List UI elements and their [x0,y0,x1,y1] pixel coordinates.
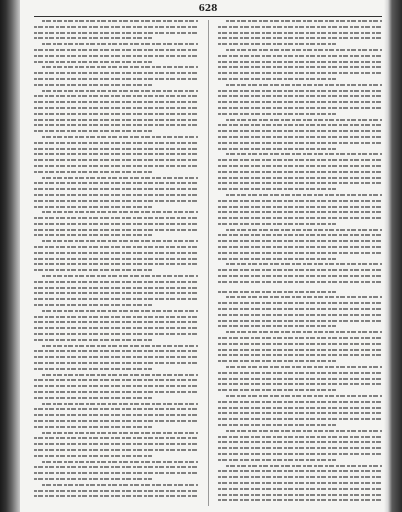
text-line [218,441,382,443]
text-line [34,194,198,196]
text-line [42,177,198,179]
text-line [218,246,382,248]
text-line [42,432,198,434]
text-line [218,343,382,345]
text-line [34,55,198,57]
text-line [218,412,382,414]
text-line [34,356,198,358]
text-line [34,171,152,173]
text-line [34,95,198,97]
text-line [34,414,198,416]
text-line [226,296,382,298]
text-line [42,403,198,405]
text-line [218,142,382,144]
text-line [218,436,382,438]
text-line [218,159,382,161]
text-line [42,20,198,22]
text-line [34,391,198,393]
text-line [34,263,198,265]
text-line [218,401,382,403]
text-line [218,383,382,385]
text-line [34,298,198,300]
text-line [34,32,198,34]
text-line [226,366,382,368]
text-line [42,240,198,242]
text-line [218,424,336,426]
text-line [34,200,198,202]
text-line [218,337,382,339]
text-line [218,148,336,150]
text-line [34,84,152,86]
text-line [218,325,336,327]
text-line [218,182,382,184]
text-line [226,395,382,397]
text-line [34,316,198,318]
text-line [218,55,382,57]
text-line [34,368,152,370]
text-line [218,61,382,63]
text-line [34,292,198,294]
text-line [34,327,198,329]
text-line [34,426,152,428]
text-line [218,308,382,310]
text-line [218,234,382,236]
text-line [218,66,382,68]
text-line [218,360,336,362]
text-line [218,95,382,97]
text-line [218,130,382,132]
text-line [34,246,198,248]
text-line [218,165,382,167]
text-line [34,455,152,457]
text-line [218,482,382,484]
text-line [218,302,382,304]
text-line [226,430,382,432]
text-line [34,437,198,439]
text-line [218,78,336,80]
text-line [42,136,198,138]
text-line [42,211,198,213]
page-edge-shadow [384,0,402,512]
text-line [42,66,198,68]
text-line [34,113,198,115]
text-line [34,101,198,103]
text-line [34,119,198,121]
text-line [218,499,382,501]
header-rule [34,16,382,17]
text-line [218,349,382,351]
text-line [218,269,382,271]
text-line [42,461,198,463]
text-line [34,72,198,74]
text-line [34,252,198,254]
text-line [34,165,198,167]
text-line [218,372,382,374]
text-line [34,217,198,219]
column-divider [208,20,209,506]
text-line [218,378,382,380]
text-line [218,476,382,478]
text-line [218,72,382,74]
text-line [34,26,198,28]
book-gutter-shadow [0,0,20,512]
text-line [226,229,382,231]
text-line [34,281,198,283]
text-line [218,389,336,391]
text-line [218,107,382,109]
text-line [34,229,198,231]
text-line [218,258,336,260]
text-line [34,397,152,399]
text-line [218,37,382,39]
text-line [34,333,198,335]
text-line [226,119,382,121]
text-line [34,78,198,80]
text-line [218,188,336,190]
text-line [42,43,198,45]
text-line [34,321,198,323]
text-line [34,304,152,306]
text-line [218,90,382,92]
text-line [226,263,382,265]
text-line [218,32,382,34]
text-line [42,275,198,277]
text-line [218,206,382,208]
text-line [34,385,198,387]
text-line [42,345,198,347]
text-line [34,449,198,451]
text-line [42,90,198,92]
text-line [218,354,382,356]
text-line [34,188,198,190]
text-line [218,124,382,126]
text-line [226,465,382,467]
text-line [34,443,198,445]
text-line [42,374,198,376]
text-line [226,20,382,22]
text-line [34,206,152,208]
text-line [226,49,382,51]
text-column-right [218,20,382,506]
text-line [34,466,198,468]
text-line [218,240,382,242]
text-line [34,339,152,341]
text-line [218,291,336,293]
text-line [34,420,198,422]
text-line [34,362,198,364]
text-line [34,269,152,271]
text-line [34,130,152,132]
text-line [218,177,382,179]
text-line [226,331,382,333]
text-line [218,447,382,449]
text-line [34,350,198,352]
text-line [34,287,198,289]
text-line [42,310,198,312]
text-line [34,124,198,126]
text-line [34,142,198,144]
text-line [34,107,198,109]
text-line [34,37,152,39]
text-line [218,113,336,115]
text-line [218,26,382,28]
text-line [218,217,382,219]
text-line [218,43,336,45]
text-line [218,223,336,225]
text-line [218,459,336,461]
text-line [218,320,382,322]
text-line [218,275,382,277]
page-number: 628 [198,4,218,14]
text-line [34,234,152,236]
text-line [34,182,198,184]
text-line [226,84,382,86]
text-line [218,314,382,316]
text-line [42,484,198,486]
text-line [218,171,382,173]
text-line [34,490,198,492]
text-line [218,200,382,202]
text-line [226,153,382,155]
text-line [218,418,382,420]
text-line [34,379,198,381]
text-line [34,258,198,260]
text-line [218,470,382,472]
text-line [218,281,382,283]
text-line [218,101,382,103]
text-line [34,159,198,161]
text-line [34,61,152,63]
text-line [34,495,198,497]
text-line [34,223,198,225]
text-column-left [34,20,198,506]
book-page [34,0,382,512]
text-line [218,494,382,496]
text-line [34,153,198,155]
text-line [34,148,198,150]
text-line [226,194,382,196]
text-line [218,252,382,254]
text-line [34,49,198,51]
text-line [218,211,382,213]
text-line [34,472,198,474]
text-line [218,136,382,138]
text-line [34,408,198,410]
text-line [218,453,382,455]
text-line [34,478,152,480]
text-line [218,407,382,409]
text-line [218,488,382,490]
